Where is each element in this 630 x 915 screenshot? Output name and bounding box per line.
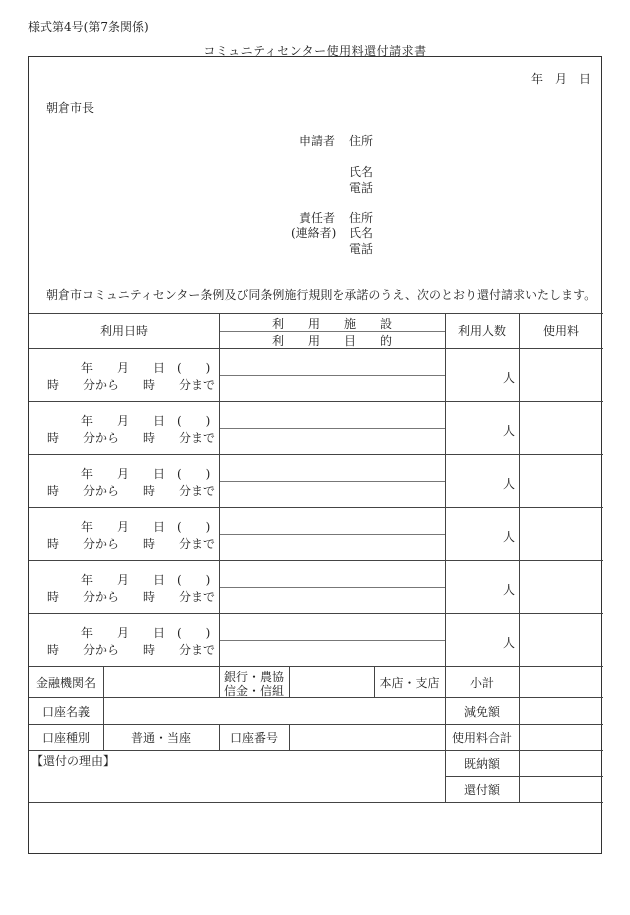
acct-col-line-c [289, 724, 290, 750]
bank-col-line-a [103, 666, 104, 724]
bank-line-2 [29, 724, 603, 725]
row-line [29, 613, 603, 614]
row-date-field[interactable]: 年 月 日 ( ) [81, 573, 211, 587]
row-line [29, 507, 603, 508]
row-line [29, 401, 603, 402]
responsible-name-label[interactable]: 氏名 [349, 226, 374, 240]
applicant-name-label[interactable]: 氏名 [349, 165, 374, 179]
row-people-unit: 人 [503, 530, 516, 544]
header-facility: 利 用 施 設 [271, 317, 392, 331]
bank-type-line2: 信金・信組 [223, 684, 284, 698]
row-line [29, 454, 603, 455]
row-time-field[interactable]: 時 分から 時 分まで [47, 484, 216, 498]
account-name-label: 口座名義 [41, 705, 90, 719]
row-time-field[interactable]: 時 分から 時 分まで [47, 431, 216, 445]
responsible-role-label: 責任者 [299, 211, 336, 225]
bank-type-line1: 銀行・農協 [223, 670, 284, 684]
bank-line-1 [29, 697, 603, 698]
row-date-field[interactable]: 年 月 日 ( ) [81, 361, 211, 375]
responsible-phone-label[interactable]: 電話 [349, 242, 374, 256]
account-number-label: 口座番号 [229, 731, 278, 745]
row-people-unit: 人 [503, 636, 516, 650]
statement-text: 朝倉市コミュニティセンター条例及び同条例施行規則を承諾のうえ、次のとおり還付請求いたします。 [46, 288, 597, 302]
applicant-address-label[interactable]: 住所 [349, 134, 374, 148]
row3-mid-line [219, 481, 445, 482]
row-time-field[interactable]: 時 分から 時 分まで [47, 378, 216, 392]
bank-line-3-left [29, 750, 445, 751]
header-purpose: 利 用 目 的 [271, 334, 392, 348]
row4-mid-line [219, 534, 445, 535]
summary-line-4 [445, 776, 603, 777]
date-field[interactable]: 年 月 日 [530, 72, 591, 86]
reduction-label: 減免額 [463, 705, 500, 719]
row5-mid-line [219, 587, 445, 588]
col-line-fee [519, 313, 520, 802]
refund-amount-label: 還付額 [463, 783, 500, 797]
bank-col-line-c [289, 666, 290, 697]
row-line [29, 560, 603, 561]
form-title: コミュニティセンター使用料還付請求書 [203, 44, 427, 58]
form-frame [28, 56, 602, 854]
bank-line-3-right [445, 750, 603, 751]
responsible-address-label[interactable]: 住所 [349, 211, 374, 225]
row-line [29, 666, 603, 667]
row-time-field[interactable]: 時 分から 時 分まで [47, 537, 216, 551]
table-top-line [29, 313, 603, 314]
form-number-label: 様式第4号(第7条関係) [28, 20, 149, 34]
account-type-options[interactable]: 普通・当座 [130, 731, 191, 745]
row-people-unit: 人 [503, 477, 516, 491]
row-people-unit: 人 [503, 371, 516, 385]
header-fee: 使用料 [542, 324, 579, 338]
row-date-field[interactable]: 年 月 日 ( ) [81, 414, 211, 428]
row-date-field[interactable]: 年 月 日 ( ) [81, 626, 211, 640]
applicant-phone-label[interactable]: 電話 [349, 181, 374, 195]
row-people-unit: 人 [503, 424, 516, 438]
row6-mid-line [219, 640, 445, 641]
account-type-label: 口座種別 [41, 731, 90, 745]
institution-label: 金融機関名 [35, 676, 96, 690]
header-people: 利用人数 [457, 324, 506, 338]
addressee: 朝倉市長 [46, 101, 95, 115]
subtotal-label: 小計 [469, 676, 494, 690]
row2-mid-line [219, 428, 445, 429]
table-bottom-line [29, 802, 603, 803]
refund-reason-label: 【還付の理由】 [31, 754, 116, 768]
paid-label: 既納額 [463, 757, 500, 771]
header-datetime: 利用日時 [99, 324, 148, 338]
branch-label: 本店・支店 [379, 676, 440, 690]
row-date-field[interactable]: 年 月 日 ( ) [81, 467, 211, 481]
row1-mid-line [219, 375, 445, 376]
row-time-field[interactable]: 時 分から 時 分まで [47, 590, 216, 604]
row-date-field[interactable]: 年 月 日 ( ) [81, 520, 211, 534]
applicant-role-label: 申請者 [299, 134, 336, 148]
row-time-field[interactable]: 時 分から 時 分まで [47, 643, 216, 657]
row-people-unit: 人 [503, 583, 516, 597]
responsible-role-sub: (連絡者) [291, 226, 337, 240]
fee-total-label: 使用料合計 [451, 731, 512, 745]
col-line-datetime [219, 313, 220, 666]
